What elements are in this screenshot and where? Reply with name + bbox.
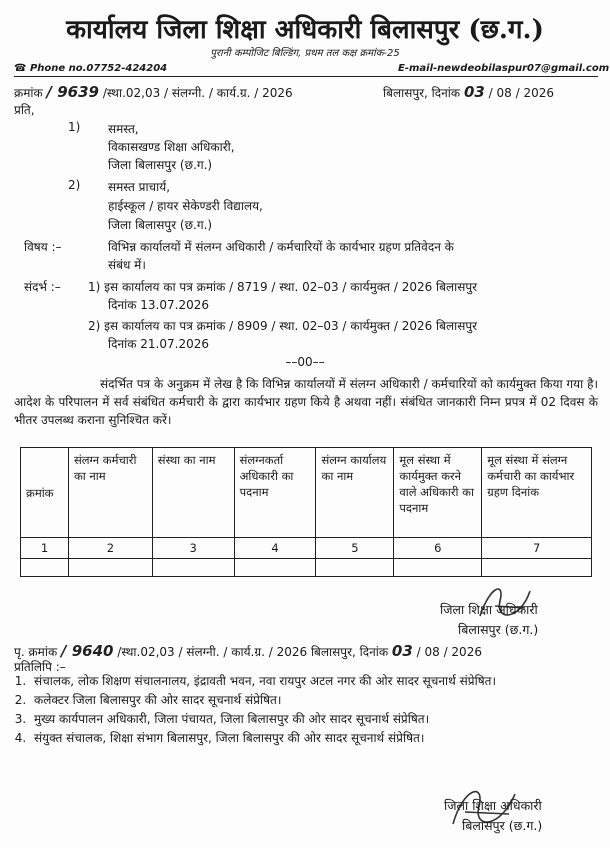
table-header-cell: मूल संस्था में कार्यमुक्त करने वाले अधिकारी का पदनाम: [394, 448, 482, 538]
table-cell: [394, 559, 482, 577]
copy-item: 1. संचालक, लोक शिक्षण संचालनालय, इंद्रावती भवन, नवा रायपुर अटल नगर की ओर सादर सूचनार्थ संप्रेषित।: [30, 673, 610, 690]
letter-number: / 9639: [46, 83, 99, 101]
letter-month-year: / 08 / 2026: [488, 86, 555, 100]
table-number-row: [21, 538, 592, 559]
addressee-1-line-2: विकासखण्ड शिक्षा अधिकारी,: [108, 140, 235, 154]
table-header-cell: संलग्न कार्यालय का नाम: [316, 448, 394, 538]
table-header-cell: मूल संस्था में संलग्न कर्मचारी का कार्यभार ग्रहण दिनांक: [482, 448, 592, 538]
table-cell: [482, 559, 592, 577]
signature-2-place: बिलासपुर (छ.ग.): [462, 818, 543, 833]
table-header-row: [21, 448, 592, 538]
reference-2-line-2: दिनांक 21.07.2026: [108, 337, 209, 351]
letter-number-row: [14, 83, 293, 101]
phone-text: Phone no.07752-424204: [29, 63, 168, 74]
letter-place: बिलासपुर, दिनांक: [383, 86, 461, 100]
copy-item: 2. कलेक्टर जिला बिलासपुर की ओर सादर सूचनार्थ संप्रेषित।: [30, 692, 610, 709]
letter-number-value: 9639: [57, 83, 99, 101]
table-header-cell: संलग्न कर्मचारी का नाम: [68, 448, 152, 538]
copy-label: प्रतिलिपि :–: [14, 660, 66, 674]
table-header-cell: संलग्नकर्ता अधिकारी का पदनाम: [234, 448, 316, 538]
copy-item: 4. संयुक्त संचालक, शिक्षा संभाग बिलासपुर, जिला बिलासपुर की ओर सादर सूचनार्थ संप्रेषित।: [30, 730, 610, 747]
endorsement-month-year: / 08 / 2026: [416, 645, 482, 659]
reference-1-line-2: दिनांक 13.07.2026: [108, 298, 209, 312]
reference-2-line-1: 2) इस कार्यालय का पत्र क्रमांक / 8909 / स्था. 02–03 / कार्यमुक्त / 2026 बिलासपुर: [88, 319, 478, 333]
header-divider: [14, 76, 598, 77]
table-cell: [68, 559, 152, 577]
copy-item: 3. मुख्य कार्यपालन अधिकारी, जिला पंचायत, जिला बिलासपुर की ओर सादर सूचनार्थ संप्रेषित।: [30, 711, 610, 728]
email-address: E-mail-newdeobilaspur07@gmail.com: [398, 63, 610, 74]
table-cell: [316, 559, 394, 577]
table-row: [21, 559, 592, 577]
endorsement-number-value: 9640: [71, 642, 114, 660]
subject-line-1: विभिन्न कार्यालयों में संलग्न अधिकारी / कर्मचारियों के कार्यभार ग्रहण प्रतिवेदन के: [108, 240, 454, 254]
table-number-cell: 2: [68, 538, 152, 559]
addressee-2-line-3: जिला बिलासपुर (छ.ग.): [108, 218, 213, 232]
table-header-cell: संस्था का नाम: [152, 448, 234, 538]
subject-line-2: संबंध में।: [108, 258, 146, 272]
office-address: पुरानी कम्पोजिट बिल्डिंग, प्रथम तल कक्ष क्रमांक-25: [210, 48, 400, 59]
table-cell: [152, 559, 234, 577]
letter-code: /स्था.02,03 / संलग्नी. / कार्य.ग्र. / 2026: [102, 86, 293, 100]
table-number-cell: 5: [316, 538, 394, 559]
letter-number-label: क्रमांक: [14, 86, 43, 100]
table-number-cell: 4: [234, 538, 316, 559]
separator: ––00––: [285, 355, 325, 369]
signature-title: जिला शिक्षा अधिकारी: [440, 602, 538, 617]
table-cell: [234, 559, 316, 577]
addressee-2-line-2: हाईस्कूल / हायर सेकेण्डरी विद्यालय,: [108, 199, 263, 213]
proforma-table: [20, 447, 592, 577]
to-label: प्रति,: [14, 103, 35, 117]
endorsement-code: /स्था.02,03 / संलग्नी. / कार्य.ग्र. / 2026 बिलासपुर, दिनांक: [117, 645, 389, 659]
addressee-1-line-3: जिला बिलासपुर (छ.ग.): [108, 158, 213, 172]
copy-list: [14, 673, 610, 749]
body-paragraph: संदर्भित पत्र के अनुक्रम में लेख है कि विभिन्न कार्यालयों में संलग्न अधिकारी / कर्मचारियों को कार्यमुक्त किया गया है। आदेश के परिपालन में सर्व संबंधित कर्मचारी के द्वारा कार्यभार ग्रहण किये है अथवा नहीं। संबंधित जानकारी निम्न प्रपत्र में 02 दिवस के भीतर उपलब्ध कराना सुनिश्चित करें।: [14, 377, 598, 427]
endorsement-row: [14, 642, 482, 660]
addressee-1-number: 1): [68, 120, 81, 134]
addressee-2-line-1: समस्त प्राचार्य,: [108, 180, 171, 194]
endorsement-day: 03: [391, 642, 413, 660]
table-number-cell: 6: [394, 538, 482, 559]
addressee-2-number: 2): [68, 178, 81, 192]
reference-1-line-1: 1) इस कार्यालय का पत्र क्रमांक / 8719 / स्था. 02–03 / कार्यमुक्त / 2026 बिलासपुर: [88, 280, 478, 294]
table-number-cell: 3: [152, 538, 234, 559]
phone-number: ☎ Phone no.07752-424204: [14, 63, 168, 74]
letter-day: 03: [463, 83, 485, 101]
reference-label: संदर्भ :–: [24, 280, 61, 294]
signature-place: बिलासपुर (छ.ग.): [458, 622, 539, 637]
office-title: कार्यालय जिला शिक्षा अधिकारी बिलासपुर (छ.ग.): [66, 15, 544, 45]
endorsement-label: पृ. क्रमांक: [14, 645, 58, 659]
addressee-1-line-1: समस्त,: [108, 122, 139, 136]
endorsement-number: / 9640: [61, 642, 114, 660]
subject-label: विषय :–: [24, 240, 62, 254]
table-cell: [21, 559, 69, 577]
table-number-cell: 7: [482, 538, 592, 559]
letter-date-row: [383, 83, 554, 101]
table-header-cell: क्रमांक: [21, 448, 69, 538]
table-number-cell: 1: [21, 538, 69, 559]
signature-2-title: जिला शिक्षा अधिकारी: [444, 798, 542, 813]
